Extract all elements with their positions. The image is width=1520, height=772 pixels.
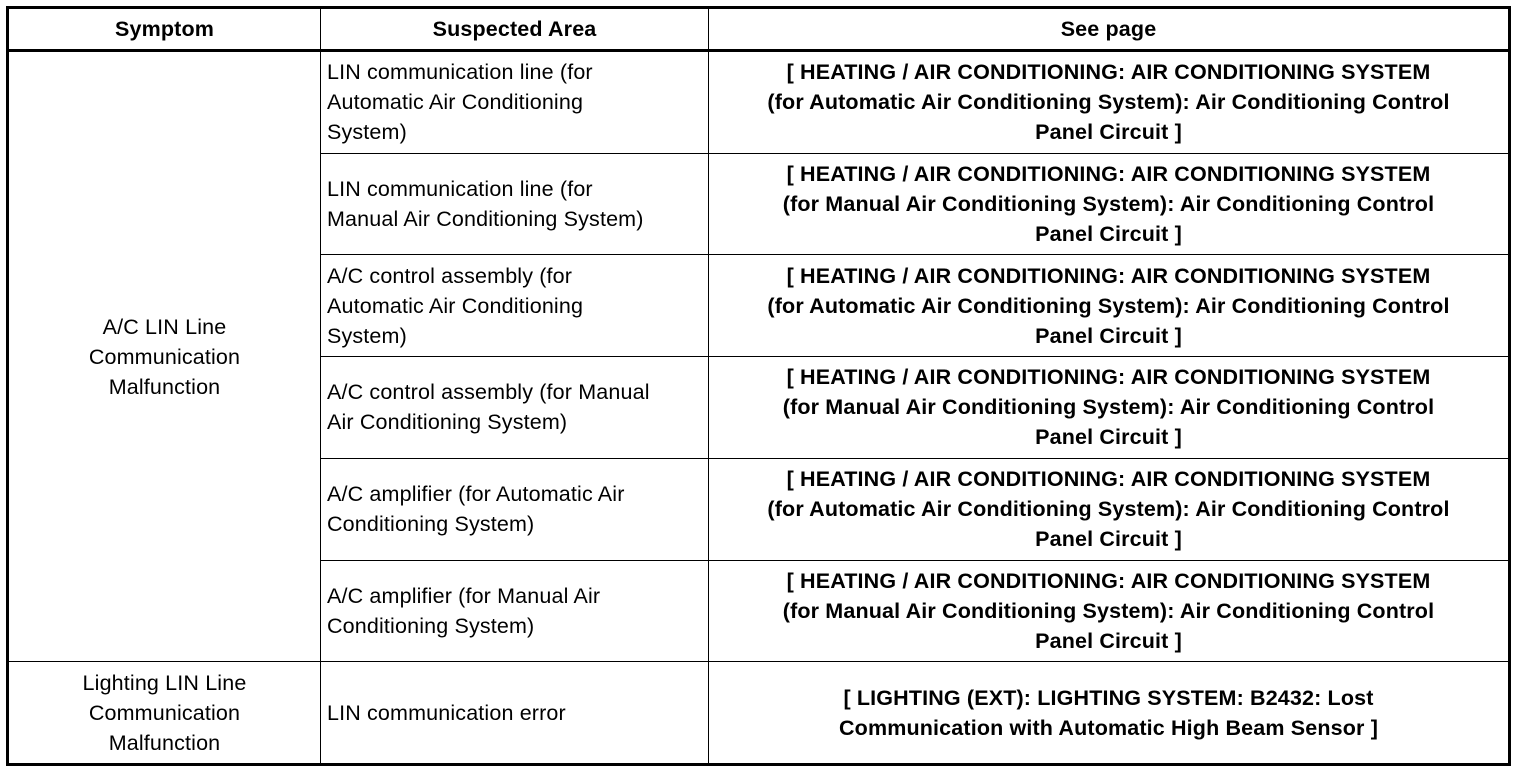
see-page-reference-cell bbox=[709, 357, 1510, 459]
header-row bbox=[8, 8, 1510, 51]
troubleshooting-table bbox=[6, 6, 1511, 766]
symptom-column-header: Symptom bbox=[8, 8, 321, 51]
see-page-reference-link[interactable]: [ HEATING / AIR CONDITIONING: AIR CONDITIONING SYSTEM bbox=[786, 467, 1431, 492]
symptom-text-line: A/C LIN Line bbox=[102, 314, 227, 339]
see-page-reference-link[interactable]: (for Automatic Air Conditioning System): Air Conditioning Control bbox=[767, 293, 1450, 318]
table-header bbox=[8, 8, 1510, 51]
see-page-reference-link[interactable]: (for Manual Air Conditioning System): Air Conditioning Control bbox=[782, 395, 1435, 420]
suspected-area-text-line: Automatic Air Conditioning bbox=[327, 90, 584, 115]
symptom-text-line: Malfunction bbox=[108, 730, 221, 755]
table-row bbox=[8, 662, 1510, 765]
suspected-area-cell bbox=[321, 357, 709, 459]
suspected-area-text-line: Manual Air Conditioning System) bbox=[327, 207, 644, 232]
table-row bbox=[8, 51, 1510, 154]
see-page-reference-link[interactable]: (for Manual Air Conditioning System): Air Conditioning Control bbox=[782, 598, 1435, 623]
symptom-cell bbox=[8, 51, 321, 662]
table-body bbox=[8, 51, 1510, 765]
see-page-reference-link[interactable]: [ HEATING / AIR CONDITIONING: AIR CONDITIONING SYSTEM bbox=[786, 263, 1431, 288]
see-page-reference-link[interactable]: Panel Circuit ] bbox=[1035, 323, 1182, 348]
see-page-reference-link[interactable]: Panel Circuit ] bbox=[1035, 222, 1182, 247]
suspected-area-text-line: A/C control assembly (for bbox=[327, 263, 573, 288]
see-page-reference-link[interactable]: Panel Circuit ] bbox=[1035, 527, 1182, 552]
see-page-reference-link[interactable]: [ HEATING / AIR CONDITIONING: AIR CONDITIONING SYSTEM bbox=[786, 162, 1431, 187]
suspected-area-text-line: Conditioning System) bbox=[327, 613, 535, 638]
see-page-reference-link[interactable]: Panel Circuit ] bbox=[1035, 425, 1182, 450]
suspected-area-text-line: Automatic Air Conditioning bbox=[327, 293, 584, 318]
suspected-area-text-line: System) bbox=[327, 120, 407, 145]
see-page-reference-link[interactable]: Panel Circuit ] bbox=[1035, 120, 1182, 145]
see-page-reference-cell bbox=[709, 458, 1510, 560]
see-page-reference-cell bbox=[709, 560, 1510, 662]
suspected-area-cell bbox=[321, 662, 709, 765]
see-page-reference-link[interactable]: Panel Circuit ] bbox=[1035, 628, 1182, 653]
suspected-area-text-line: A/C control assembly (for Manual bbox=[327, 380, 650, 405]
suspected-area-cell bbox=[321, 458, 709, 560]
see-page-reference-cell bbox=[709, 153, 1510, 255]
see-page-reference-cell bbox=[709, 662, 1510, 765]
suspected-area-text-line: Conditioning System) bbox=[327, 512, 535, 537]
suspected-area-text-line: LIN communication line (for bbox=[327, 60, 593, 85]
see-page-reference-link[interactable]: [ LIGHTING (EXT): LIGHTING SYSTEM: B2432: Lost bbox=[843, 685, 1374, 710]
suspected-area-cell bbox=[321, 560, 709, 662]
see-page-reference-link[interactable]: (for Manual Air Conditioning System): Air Conditioning Control bbox=[782, 192, 1435, 217]
suspected-area-text-line: LIN communication error bbox=[327, 700, 566, 725]
see-page-reference-cell bbox=[709, 51, 1510, 154]
suspected-area-cell bbox=[321, 51, 709, 154]
see-page-reference-link[interactable]: [ HEATING / AIR CONDITIONING: AIR CONDITIONING SYSTEM bbox=[786, 365, 1431, 390]
see-page-reference-cell bbox=[709, 255, 1510, 357]
suspected-area-text-line: Air Conditioning System) bbox=[327, 410, 568, 435]
symptom-text-line: Communication bbox=[88, 700, 241, 725]
suspected-area-text-line: A/C amplifier (for Automatic Air bbox=[327, 482, 625, 507]
see-page-reference-link[interactable]: (for Automatic Air Conditioning System): Air Conditioning Control bbox=[767, 90, 1450, 115]
symptom-text-line: Communication bbox=[88, 344, 241, 369]
symptom-text-line: Lighting LIN Line bbox=[82, 670, 247, 695]
suspected-area-text-line: A/C amplifier (for Manual Air bbox=[327, 583, 601, 608]
see-page-reference-link[interactable]: [ HEATING / AIR CONDITIONING: AIR CONDITIONING SYSTEM bbox=[786, 60, 1431, 85]
see-page-reference-link[interactable]: Communication with Automatic High Beam Sensor ] bbox=[838, 715, 1379, 740]
suspected-area-text-line: System) bbox=[327, 323, 407, 348]
suspected-area-cell bbox=[321, 153, 709, 255]
see-page-column-header: See page bbox=[709, 8, 1510, 51]
suspected-area-column-header: Suspected Area bbox=[321, 8, 709, 51]
symptom-text-line: Malfunction bbox=[108, 374, 221, 399]
suspected-area-text-line: LIN communication line (for bbox=[327, 177, 593, 202]
symptom-cell bbox=[8, 662, 321, 765]
see-page-reference-link[interactable]: (for Automatic Air Conditioning System): Air Conditioning Control bbox=[767, 497, 1450, 522]
suspected-area-cell bbox=[321, 255, 709, 357]
see-page-reference-link[interactable]: [ HEATING / AIR CONDITIONING: AIR CONDITIONING SYSTEM bbox=[786, 568, 1431, 593]
